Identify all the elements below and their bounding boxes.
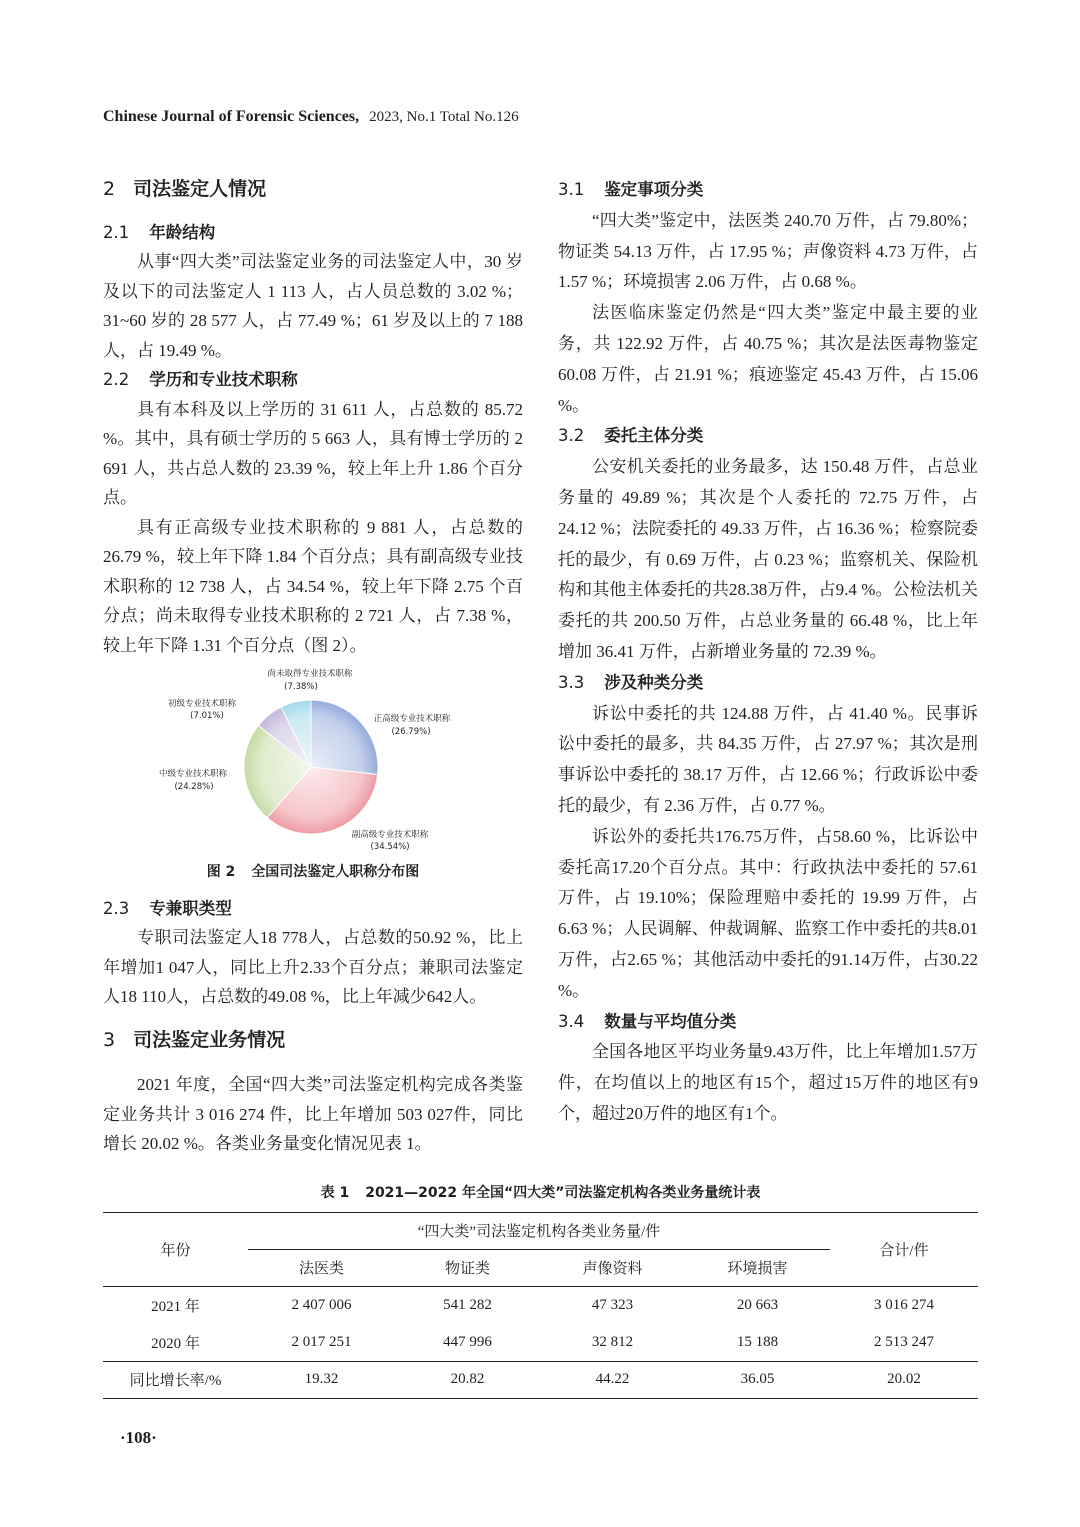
table-cell: 20.82 <box>395 1361 540 1398</box>
table-cell: 47 323 <box>591 1296 634 1313</box>
pie-value-associate-senior-title: (34.54%) <box>370 842 410 852</box>
table-label: 表 1 <box>320 1184 350 1201</box>
table-cell: 2 407 006 <box>291 1296 352 1313</box>
paragraph: 公安机关委托的业务最多，达 150.48 万件，占总业务量的 49.89 %；其次是个人委托的 72.75 万件，占 24.12 %；法院委托的 49.33 万件，占 16.36 %；检察院委托的最少，有 0.69 万件，占 0.23 %；监察机关、保险机构和其他主体委托的共28.38万件，占9.4 %。公检法机关委托的共 200.50 万件，占总业务量的 66.48 %，比上年增加 36.41 万件，占新增业务量的 72.39 %。 <box>558 457 978 661</box>
subsection-number: 3.2 <box>558 426 585 446</box>
subsection-title: 鉴定事项分类 <box>604 180 704 199</box>
subsection-number: 2.1 <box>103 222 130 242</box>
issue-info: 2023, No.1 Total No.126 <box>369 109 519 125</box>
table-subheader: 法医类 <box>248 1249 395 1286</box>
pie-value-no-title: (7.38%) <box>284 682 318 692</box>
figure-2 <box>103 660 523 858</box>
table-group-header: “四大类”司法鉴定机构各类业务量/件 <box>248 1212 830 1249</box>
table-cell: 44.22 <box>540 1361 685 1398</box>
figure-title: 全国司法鉴定人职称分布图 <box>251 864 420 880</box>
paragraph: 专职司法鉴定人18 778人，占总数的50.92 %，比上年增加1 047人，同比上升2.33个百分点；兼职司法鉴定人18 110人，占总数的49.08 %，比上年减少642人。 <box>103 928 523 1006</box>
subsection-number: 3.3 <box>558 672 585 692</box>
table-cell: 447 996 <box>443 1333 492 1350</box>
table-1 <box>103 1181 978 1399</box>
table-header-year: 年份 <box>103 1212 248 1286</box>
paragraph: 诉讼外的委托共176.75万件，占58.60 %，比诉讼中委托高17.20个百分点。其中：行政执法中委托的 57.61万件，占 19.10%；保险理赔中委托的 19.99 万件，占 6.63 %；人民调解、仲裁调解、监察工作中委托的共8.01万件，占2.65 %；其他活动中委托的91.14万件，占30.22 %。 <box>558 826 978 1000</box>
right-column <box>558 175 978 1130</box>
table-cell-year: 2020 年 <box>151 1335 200 1352</box>
section-heading-2 <box>103 175 523 205</box>
paragraph: 具有本科及以上学历的 31 611 人，占总数的 85.72 %。其中，具有硕士学历的 5 663 人，具有博士学历的 2 691 人，共占总人数的 23.39 %，较上年上升 1.86 个百分点。 <box>103 399 523 507</box>
subsection-title: 年龄结构 <box>149 222 216 242</box>
subsection-heading-3-4 <box>558 1007 978 1038</box>
pie-chart <box>103 660 523 858</box>
paragraph: 2021 年度，全国“四大类”司法鉴定机构完成各类鉴定业务共计 3 016 274 件，比上年增加 503 027件，同比增长 20.02 %。各类业务量变化情况见表 1。 <box>103 1075 523 1153</box>
journal-name: Chinese Journal of Forensic Sciences, <box>103 108 360 125</box>
table-row <box>103 1324 978 1362</box>
table-cell: 19.32 <box>248 1361 395 1398</box>
left-column <box>103 175 523 1159</box>
section-number: 2 <box>103 178 116 200</box>
table-row-growth <box>103 1361 978 1398</box>
table-cell: 2 017 251 <box>291 1333 352 1350</box>
table-caption <box>103 1181 978 1205</box>
pie-slice-senior-title <box>311 700 378 775</box>
subsection-heading-2-2 <box>103 365 523 395</box>
subsection-title: 数量与平均值分类 <box>604 1011 737 1031</box>
paragraph: 法医临床鉴定仍然是“四大类”鉴定中最主要的业务，共 122.92 万件，占 40.75 %；其次是法医毒物鉴定 60.08 万件，占 21.91 %；痕迹鉴定 45.43 万件，占 15.06 %。 <box>558 303 978 415</box>
subsection-title: 委托主体分类 <box>604 426 704 446</box>
two-column-body <box>103 175 978 1159</box>
table-title: 2021—2022 年全国“四大类”司法鉴定机构各类业务量统计表 <box>365 1184 761 1201</box>
table-subheader: 环境损害 <box>685 1249 830 1286</box>
table-cell-total: 2 513 247 <box>874 1333 934 1350</box>
subsection-number: 3.1 <box>558 180 585 199</box>
section-number: 3 <box>103 1028 116 1051</box>
paragraph: 全国各地区平均业务量9.43万件，比上年增加1.57万件，在均值以上的地区有15个，超过15万件的地区有9个，超过20万件的地区有1个。 <box>558 1042 978 1123</box>
table-cell: 541 282 <box>443 1296 492 1313</box>
subsection-title: 专兼职类型 <box>149 898 232 918</box>
paragraph: 诉讼中委托的共 124.88 万件，占 41.40 %。民事诉讼中委托的最多，共 84.35 万件，占 27.97 %；其次是刑事诉讼中委托的 38.17 万件，占 12.66 %；行政诉讼中委托的最少，有 2.36 万件，占 0.77 %。 <box>558 703 978 815</box>
page-number: ·108· <box>120 1427 157 1447</box>
section-title: 司法鉴定业务情况 <box>133 1028 286 1051</box>
figure-caption <box>103 858 523 888</box>
table-cell: 32 812 <box>591 1333 634 1350</box>
pie-label-intermediate-title: 中级专业技术职称 <box>158 769 228 779</box>
table-cell-total: 20.02 <box>830 1361 978 1398</box>
table-header-row <box>103 1212 978 1249</box>
subsection-heading-3-3 <box>558 668 978 699</box>
pie-value-junior-title: (7.01%) <box>190 711 224 721</box>
pie-value-senior-title: (26.79%) <box>391 727 431 737</box>
table-cell-year: 同比增长率/% <box>103 1361 248 1398</box>
subsection-heading-3-2 <box>558 421 978 452</box>
table-cell: 36.05 <box>685 1361 830 1398</box>
table-cell-total: 3 016 274 <box>874 1296 934 1313</box>
section-heading-3 <box>103 1026 523 1056</box>
subsection-number: 2.2 <box>103 370 130 389</box>
subsection-number: 2.3 <box>103 898 130 918</box>
table-subheader: 声像资料 <box>540 1249 685 1286</box>
table-header-total: 合计/件 <box>830 1212 978 1286</box>
table-cell-year: 2021 年 <box>151 1298 200 1315</box>
paragraph: 从事“四大类”司法鉴定业务的司法鉴定人中，30 岁及以下的司法鉴定人 1 113 人，占人员总数的 3.02 %；31~60 岁的 28 577 人，占 77.49 %；61 岁及以上的 7 188 人，占 19.49 %。 <box>103 252 523 360</box>
paragraph: 具有正高级专业技术职称的 9 881 人，占总数的 26.79 %，较上年下降 1.84 个百分点；具有副高级专业技术职称的 12 738 人，占 34.54 %，较上年下降 2.75 个百分点；尚未取得专业技术职称的 2 721 人，占 7.38 %，较上年下降 1.31 个百分点（图 2）。 <box>103 517 523 655</box>
subsection-title: 学历和专业技术职称 <box>149 370 298 389</box>
table-cell: 20 663 <box>736 1296 779 1313</box>
pie-slices <box>244 700 378 834</box>
section-title: 司法鉴定人情况 <box>133 178 267 200</box>
running-header <box>103 104 519 130</box>
table-subheader: 物证类 <box>395 1249 540 1286</box>
statistics-table <box>103 1212 978 1399</box>
subsection-heading-2-1 <box>103 218 523 248</box>
page-body <box>103 175 978 1450</box>
subsection-number: 3.4 <box>558 1011 585 1031</box>
subsection-heading-2-3 <box>103 894 523 924</box>
table-cell: 15 188 <box>736 1333 779 1350</box>
paragraph: “四大类”鉴定中，法医类 240.70 万件，占 79.80%；物证类 54.13 万件，占 17.95 %；声像资料 4.73 万件，占 1.57 %；环境损害 2.06 万件，占 0.68 %。 <box>558 210 978 292</box>
subsection-heading-3-1 <box>558 175 978 206</box>
pie-label-associate-senior-title: 副高级专业技术职称 <box>351 830 429 840</box>
figure-label: 图 2 <box>206 864 236 880</box>
subsection-title: 涉及种类分类 <box>604 672 704 692</box>
pie-value-intermediate-title: (24.28%) <box>174 782 214 792</box>
pie-label-no-title: 尚未取得专业技术职称 <box>267 669 353 679</box>
table-row <box>103 1286 978 1324</box>
pie-label-junior-title: 初级专业技术职称 <box>167 699 237 709</box>
pie-label-senior-title: 正高级专业技术职称 <box>373 714 451 724</box>
